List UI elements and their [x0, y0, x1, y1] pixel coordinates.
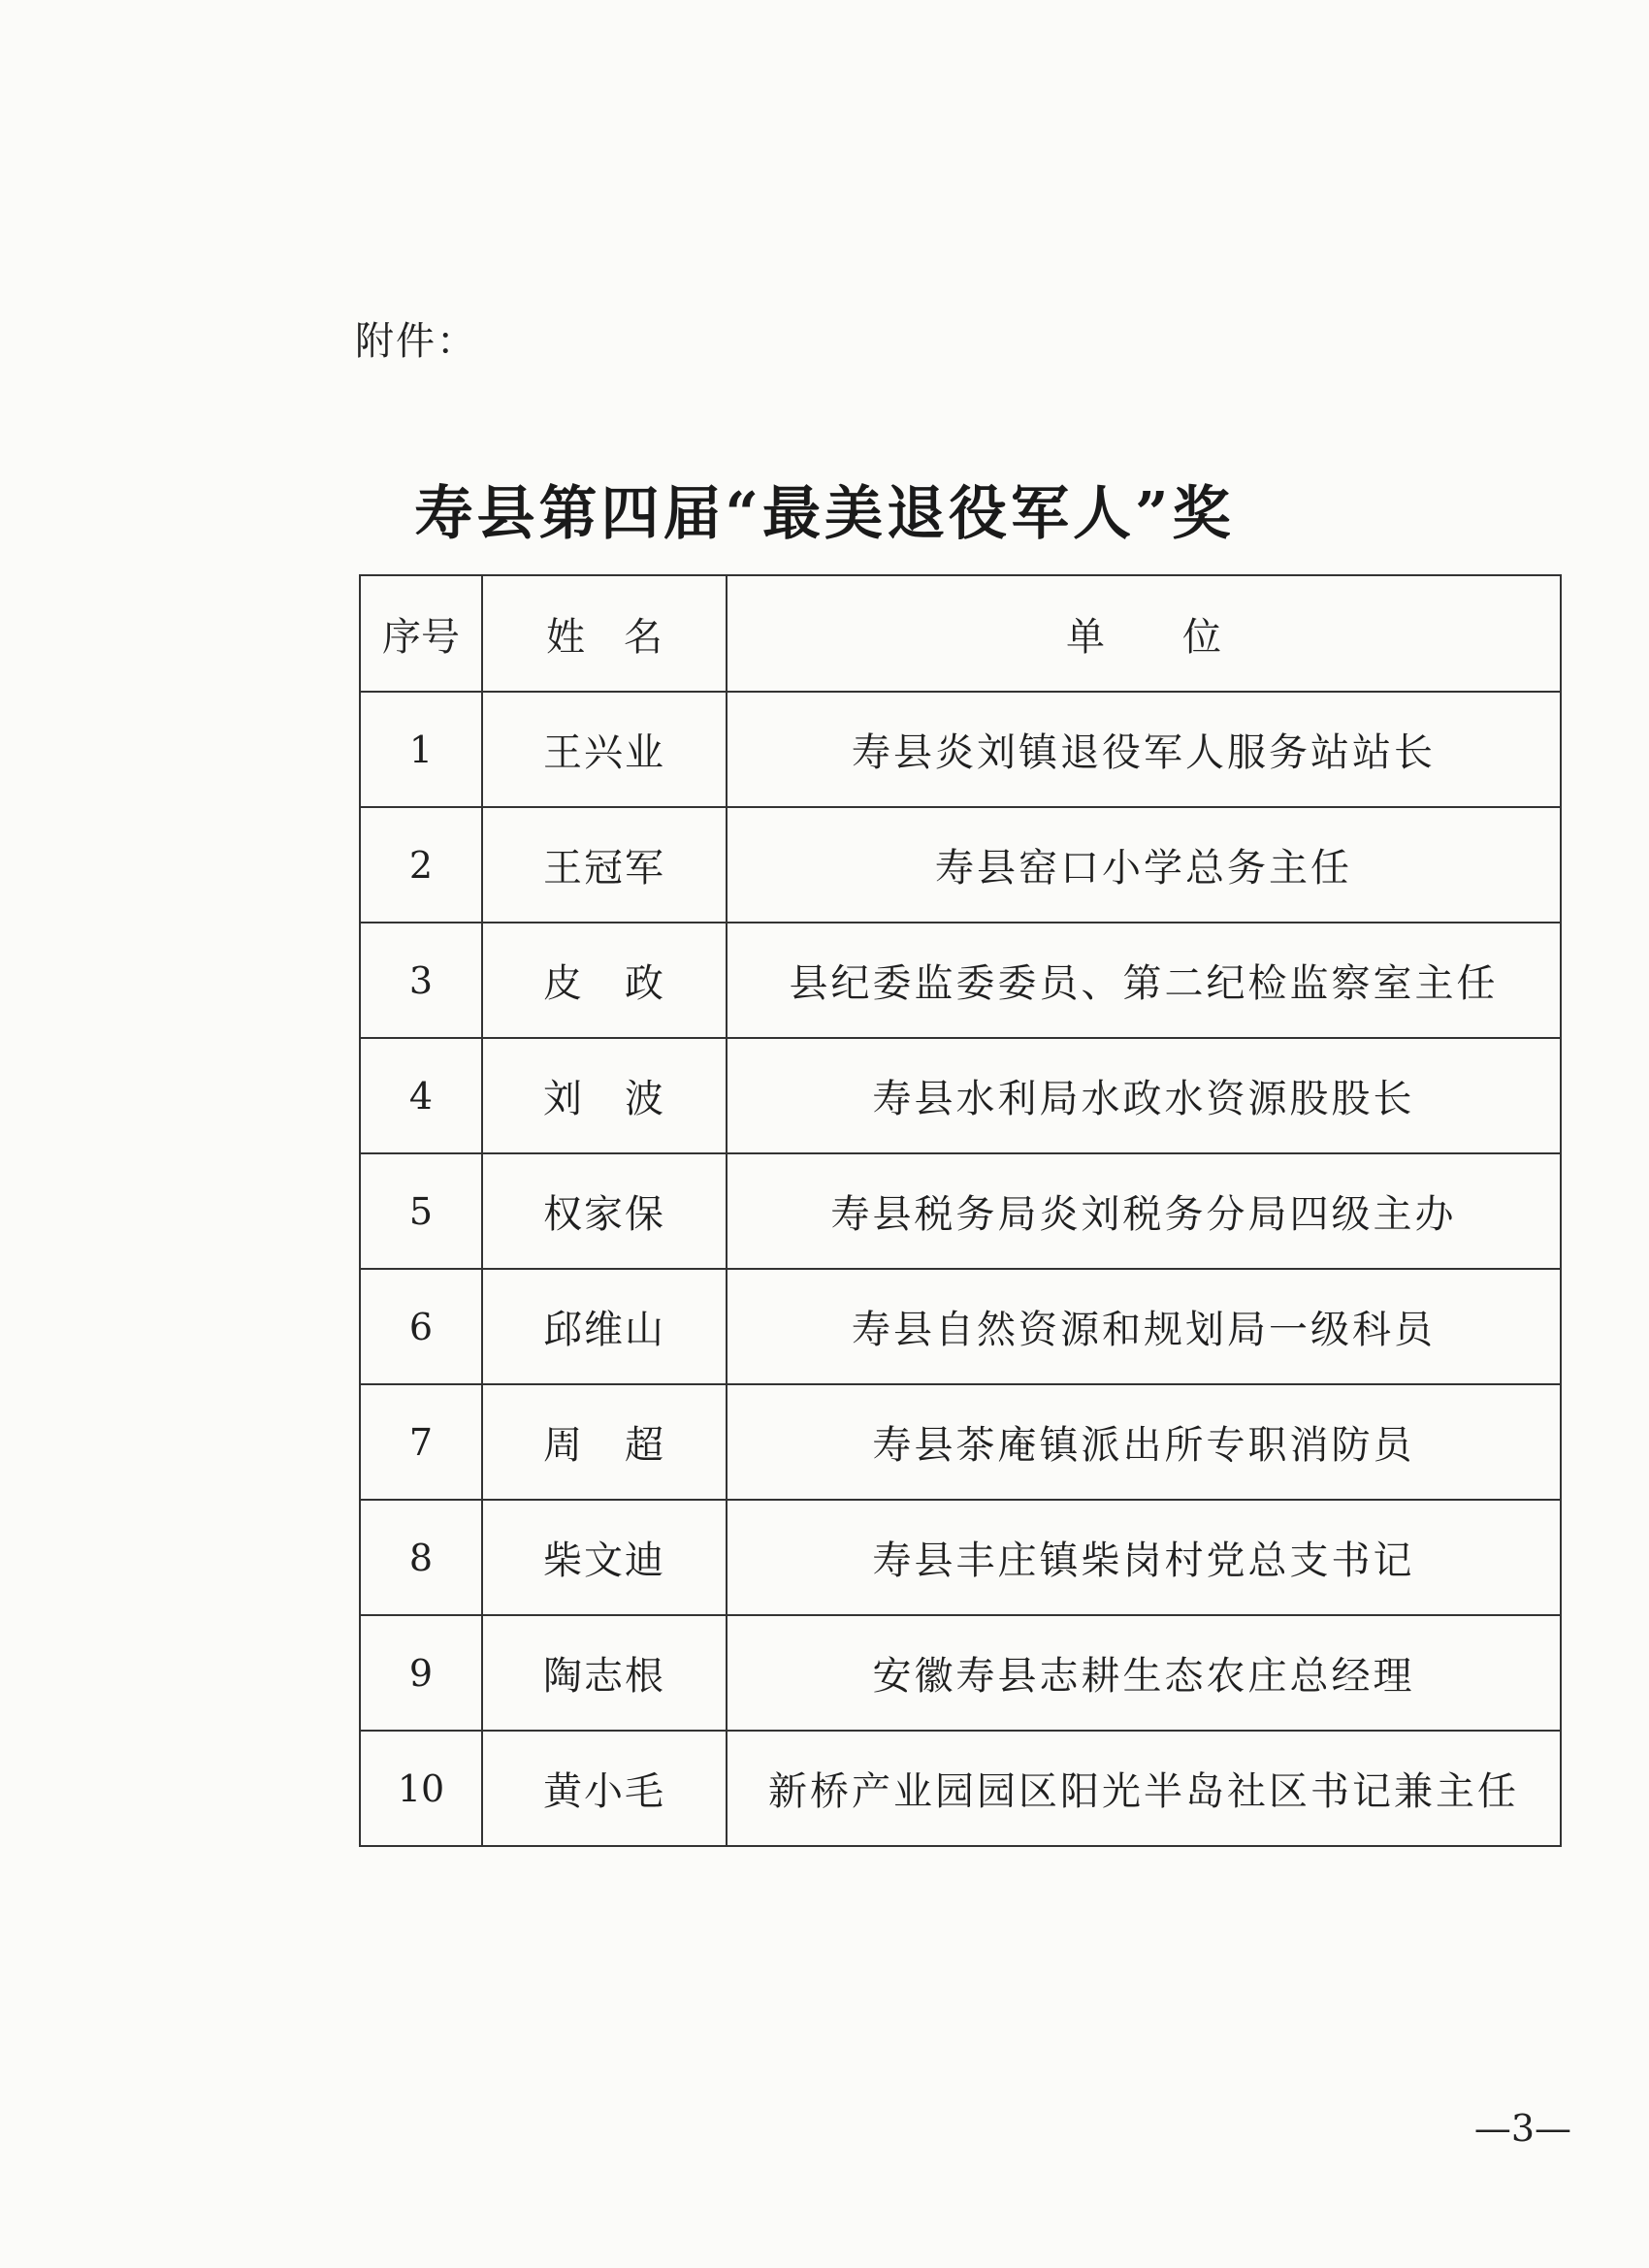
table-row	[360, 1615, 1561, 1731]
table-row	[360, 1731, 1561, 1846]
table-row	[360, 1269, 1561, 1384]
row-name: 刘 波	[482, 1038, 727, 1153]
row-name: 王兴业	[482, 692, 727, 807]
table-row	[360, 923, 1561, 1038]
table-row	[360, 807, 1561, 923]
row-unit: 寿县税务局炎刘税务分局四级主办	[727, 1153, 1561, 1269]
table-row	[360, 1500, 1561, 1615]
row-name: 柴文迪	[482, 1500, 727, 1615]
table-row	[360, 1153, 1561, 1269]
row-seq: 4	[360, 1038, 482, 1153]
row-seq: 8	[360, 1500, 482, 1615]
attachment-label: 附件：	[355, 319, 477, 364]
header-name: 姓 名	[482, 575, 727, 692]
row-seq: 9	[360, 1615, 482, 1731]
row-unit: 新桥产业园园区阳光半岛社区书记兼主任	[727, 1731, 1561, 1846]
row-seq: 6	[360, 1269, 482, 1384]
row-name: 王冠军	[482, 807, 727, 923]
header-unit: 单 位	[727, 575, 1561, 692]
row-name: 皮 政	[482, 923, 727, 1038]
row-unit: 寿县水利局水政水资源股股长	[727, 1038, 1561, 1153]
table-row	[360, 1384, 1561, 1500]
row-name: 权家保	[482, 1153, 727, 1269]
row-unit: 寿县窑口小学总务主任	[727, 807, 1561, 923]
row-seq: 10	[360, 1731, 482, 1846]
table-header-row	[360, 575, 1561, 692]
row-name: 黄小毛	[482, 1731, 727, 1846]
row-name: 周 超	[482, 1384, 727, 1500]
row-unit: 寿县茶庵镇派出所专职消防员	[727, 1384, 1561, 1500]
row-unit: 寿县炎刘镇退役军人服务站站长	[727, 692, 1561, 807]
header-seq: 序号	[360, 575, 482, 692]
table-row	[360, 692, 1561, 807]
row-seq: 2	[360, 807, 482, 923]
row-seq: 5	[360, 1153, 482, 1269]
row-seq: 3	[360, 923, 482, 1038]
document-title: 寿县第四届“最美退役军人”奖	[414, 480, 1235, 548]
row-seq: 7	[360, 1384, 482, 1500]
row-name: 陶志根	[482, 1615, 727, 1731]
award-recipients-table	[359, 574, 1562, 1847]
page-number: —3—	[1473, 2107, 1571, 2150]
row-name: 邱维山	[482, 1269, 727, 1384]
row-unit: 县纪委监委委员、第二纪检监察室主任	[727, 923, 1561, 1038]
row-unit: 寿县丰庄镇柴岗村党总支书记	[727, 1500, 1561, 1615]
row-unit: 安徽寿县志耕生态农庄总经理	[727, 1615, 1561, 1731]
table-row	[360, 1038, 1561, 1153]
row-unit: 寿县自然资源和规划局一级科员	[727, 1269, 1561, 1384]
row-seq: 1	[360, 692, 482, 807]
